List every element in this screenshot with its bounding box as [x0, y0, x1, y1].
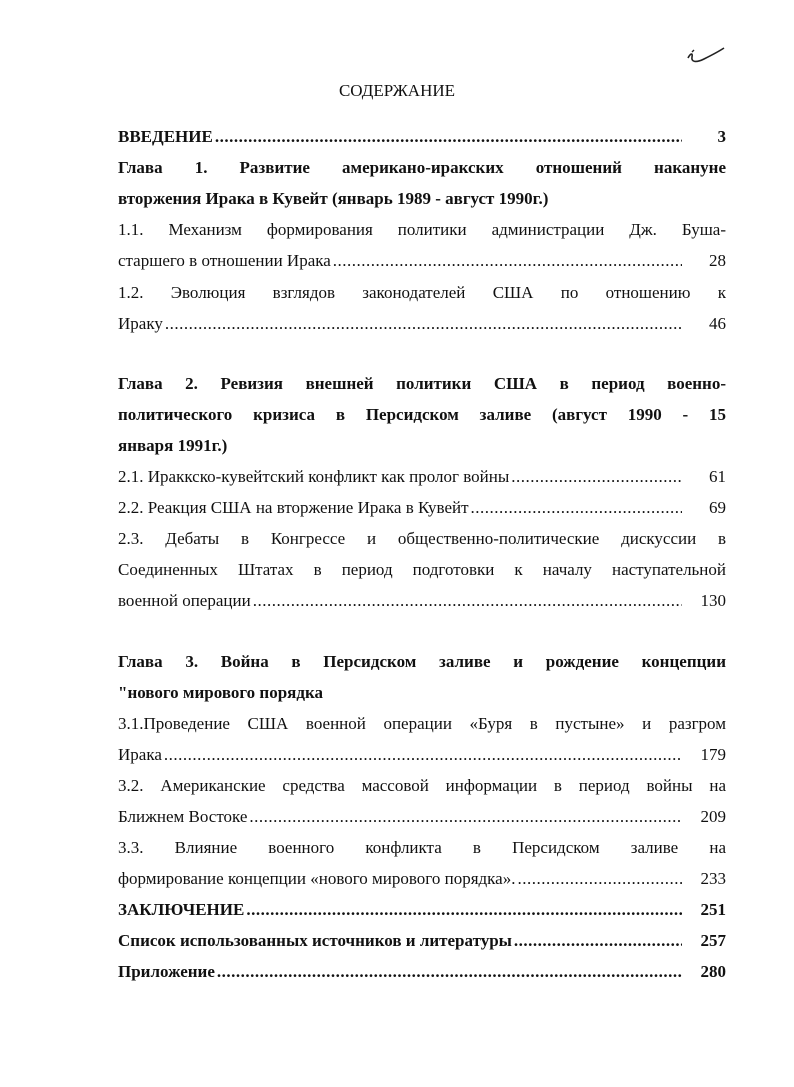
section-3-2-line-1: 3.2. Американские средства массовой информации в период войны на — [118, 776, 726, 795]
entry-page: 46 — [709, 314, 726, 333]
leader-dots — [511, 461, 682, 492]
section-2-3-line-2: Соединенных Штатах в период подготовки к началу наступательной — [118, 560, 726, 579]
leader-dots — [253, 585, 682, 616]
chapter-2-heading-line-3: января 1991г.) — [118, 436, 228, 455]
chapter-2-heading-line-2: политического кризиса в Персидском заливе (август 1990 - 15 — [118, 405, 726, 424]
section-3-3-line-1: 3.3. Влияние военного конфликта в Персидском заливе на — [118, 838, 726, 857]
page-title: СОДЕРЖАНИЕ — [338, 81, 456, 100]
chapter-1-heading-line-1: Глава 1. Развитие американо-иракских отношений накануне — [118, 158, 726, 177]
entry-label: 2.2. Реакция США на вторжение Ирака в Кувейт — [118, 498, 469, 517]
section-2-3-line-1: 2.3. Дебаты в Конгрессе и общественно-политические дискуссии в — [118, 529, 726, 548]
leader-dots — [514, 925, 682, 956]
entry-page: 209 — [700, 807, 726, 826]
leader-dots — [249, 801, 682, 832]
toc-entry-conclusion — [118, 894, 726, 925]
leader-dots — [333, 245, 682, 276]
toc-entry-3-3 — [118, 863, 726, 894]
chapter-1-heading-line-2: вторжения Ирака в Кувейт (январь 1989 - август 1990г.) — [118, 189, 549, 208]
toc-entry-sources — [118, 925, 726, 956]
entry-page: 257 — [700, 931, 726, 950]
toc-entry-2-2 — [118, 492, 726, 523]
entry-page: 28 — [709, 251, 726, 270]
entry-label: формирование концепции «нового мирового порядка». — [118, 869, 516, 888]
toc-entry-2-3 — [118, 585, 726, 616]
chapter-2-heading-line-1: Глава 2. Ревизия внешней политики США в период военно- — [118, 374, 726, 393]
entry-label: Список использованных источников и литературы — [118, 931, 512, 950]
handwritten-mark-icon — [684, 44, 728, 68]
entry-label: Ирака — [118, 745, 162, 764]
toc-entry-1-2 — [118, 308, 726, 339]
entry-label: ВВЕДЕНИЕ — [118, 127, 213, 146]
chapter-3-heading-line-1: Глава 3. Война в Персидском заливе и рождение концепции — [118, 652, 726, 671]
leader-dots — [215, 121, 682, 152]
section-1-1-line-1: 1.1. Механизм формирования политики администрации Дж. Буша- — [118, 220, 726, 239]
entry-label: старшего в отношении Ирака — [118, 251, 331, 270]
toc-entry-3-1 — [118, 739, 726, 770]
entry-label: 2.1. Ираккско-кувейтский конфликт как пролог войны — [118, 467, 510, 486]
toc-entry-appendix — [118, 956, 726, 987]
entry-label: Ираку — [118, 314, 163, 333]
leader-dots — [217, 956, 682, 987]
entry-page: 280 — [700, 962, 726, 981]
leader-dots — [246, 894, 682, 925]
entry-label: Приложение — [118, 962, 215, 981]
entry-page: 251 — [700, 900, 726, 919]
section-3-1-line-1: 3.1.Проведение США военной операции «Буря в пустыне» и разгром — [118, 714, 726, 733]
entry-label: военной операции — [118, 591, 251, 610]
leader-dots — [164, 739, 682, 770]
entry-page: 179 — [700, 745, 726, 764]
toc-entry-1-1 — [118, 245, 726, 276]
entry-page: 3 — [717, 127, 726, 146]
entry-label: Ближнем Востоке — [118, 807, 248, 826]
entry-page: 130 — [700, 591, 726, 610]
entry-page: 69 — [709, 498, 726, 517]
section-1-2-line-1: 1.2. Эволюция взглядов законодателей США по отношению к — [118, 283, 726, 302]
entry-label: ЗАКЛЮЧЕНИЕ — [118, 900, 245, 919]
leader-dots — [165, 308, 682, 339]
entry-page: 233 — [700, 869, 726, 888]
leader-dots — [471, 492, 682, 523]
chapter-3-heading-line-2: "нового мирового порядка — [118, 683, 324, 702]
entry-page: 61 — [709, 467, 726, 486]
toc-entry-2-1 — [118, 461, 726, 492]
toc-entry-3-2 — [118, 801, 726, 832]
toc-entry-intro — [118, 121, 726, 152]
leader-dots — [517, 863, 682, 894]
